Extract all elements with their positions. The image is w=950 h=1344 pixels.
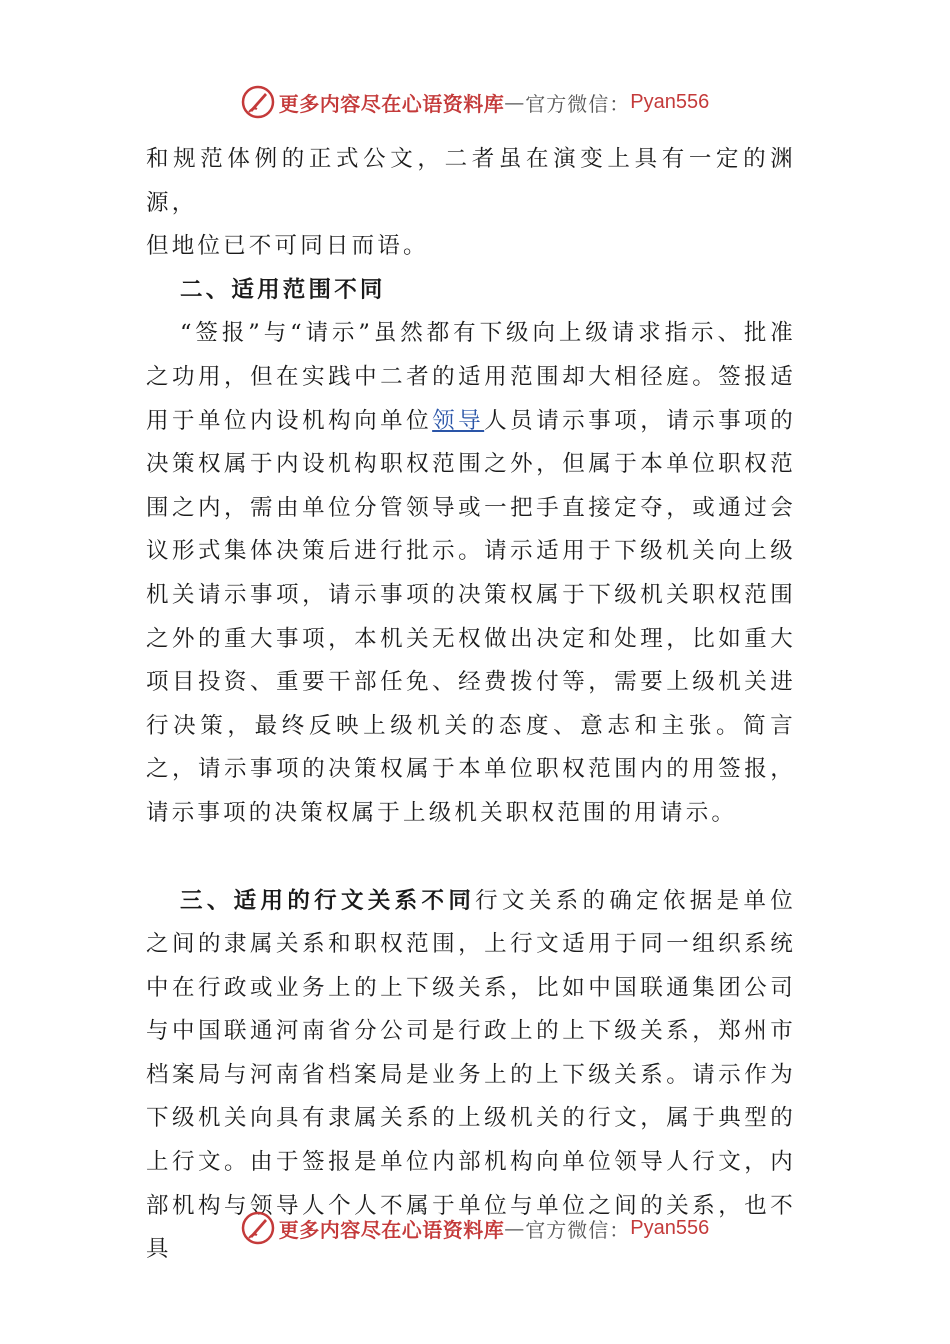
leader-link[interactable]: 领导 (432, 407, 485, 434)
watermark-brand: 更多内容尽在心语资料库 (278, 91, 505, 116)
quill-logo-icon (241, 85, 275, 119)
paragraph-scope (146, 312, 796, 835)
paragraph-line: 和规范体例的正式公文，二者虽在演变上具有一定的渊源， (146, 146, 796, 216)
watermark-dash: — (504, 90, 526, 114)
watermark-brand: 更多内容尽在心语资料库 (278, 1217, 505, 1242)
section-heading-2: 二、适用范围不同 (180, 276, 386, 303)
watermark-banner-top (0, 82, 950, 122)
quill-logo-icon (241, 1211, 275, 1245)
watermark-dash: — (504, 1216, 526, 1240)
document-body (146, 138, 796, 1272)
paragraph-text: 行文关系的确定依据是单位之间的隶属关系和职权范围，上行文适用于同一组织系统中在行政或业务上的上下级关系，比如中国联通集团公司与中国联通河南省分公司是行政上的上下级关系，郑州市档案局与河南省档案局是业务上的上下级关系。请示作为下级机关向具有隶属关系的上级机关的行文，属于典型的上行文。由于签报是单位内部机构向单位领导人行文，内部机构与领导人个人不属于单位与单位之间的关系，也不具 (146, 887, 797, 1263)
paragraph-text: “签报”与“请示”虽然都有下级向上级请求指示、批准之功用，但在实践中二者的适用范围却大相径庭。签报适用于单位内设机构向单位 (146, 320, 796, 434)
watermark-account: Pyan556 (630, 1216, 710, 1239)
paragraph-gap (146, 836, 796, 880)
paragraph-text: 人员请示事项，请示事项的决策权属于内设机构职权范围之外，但属于本单位职权范围之内，需由单位分管领导或一把手直接定夺，或通过会议形式集体决策后进行批示。请示适用于下级机关向上级机关请示事项，请示事项的决策权属于下级机关职权范围之外的重大事项，本机关无权做出决定和处理，比如重大项目投资、重要干部任免、经费拨付等，需要上级机关进行决策，最终反映上级机关的态度、意志和主张。简言之，请示事项的决策权属于本单位职权范围内的用签报，请示事项的决策权属于上级机关职权范围的用请示。 (146, 407, 797, 826)
section-heading-3: 三、适用的行文关系不同 (180, 887, 476, 914)
paragraph-line: 但地位已不可同日而语。 (146, 233, 429, 260)
watermark-account: Pyan556 (630, 90, 710, 113)
watermark-sub: 官方微信： (525, 1217, 631, 1242)
watermark-sub: 官方微信： (525, 91, 631, 116)
watermark-banner-bottom (0, 1208, 950, 1248)
